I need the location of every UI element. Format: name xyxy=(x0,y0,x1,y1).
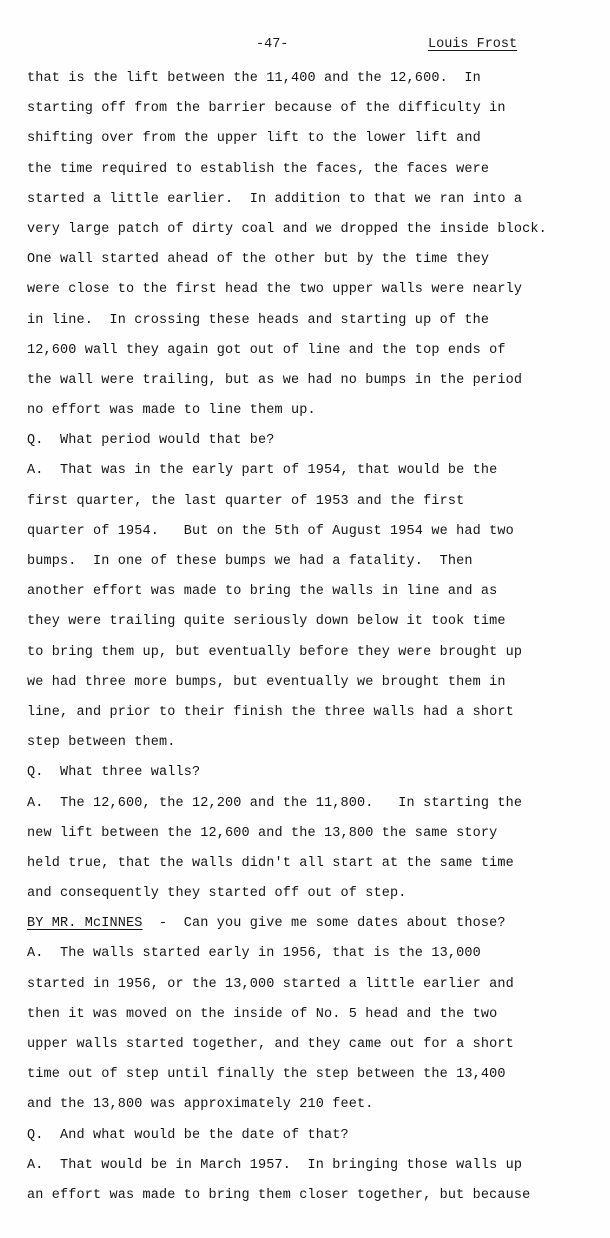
line-text: in line. In crossing these heads and starting up of the xyxy=(27,312,490,328)
transcript-line xyxy=(27,124,607,154)
transcript-body xyxy=(27,64,607,1211)
line-text: started a little earlier. In addition to that we ran into a xyxy=(27,191,523,207)
line-text: line, and prior to their finish the three walls had a short xyxy=(27,704,514,720)
transcript-line xyxy=(27,819,607,849)
transcript-line xyxy=(27,849,607,879)
transcript-line xyxy=(27,1090,607,1120)
line-text: One wall started ahead of the other but by the time they xyxy=(27,252,490,268)
transcript-line xyxy=(27,577,607,607)
transcript-line xyxy=(27,758,607,788)
transcript-line xyxy=(27,185,607,215)
page-header xyxy=(0,37,610,57)
line-text: - Can you give me some dates about those? xyxy=(142,916,506,932)
line-text: no effort was made to line them up. xyxy=(27,403,316,419)
transcript-line xyxy=(27,939,607,969)
line-text: the time required to establish the faces, the faces were xyxy=(27,161,490,177)
line-text: first quarter, the last quarter of 1953 and the first xyxy=(27,493,465,509)
line-text: starting off from the barrier because of the difficulty in xyxy=(27,101,506,117)
line-text: the wall were trailing, but as we had no bumps in the period xyxy=(27,372,523,388)
line-text: quarter of 1954. But on the 5th of August 1954 we had two xyxy=(27,523,514,539)
transcript-line xyxy=(27,245,607,275)
line-text: step between them. xyxy=(27,735,176,751)
line-text: Q. And what would be the date of that? xyxy=(27,1127,349,1143)
line-text: we had three more bumps, but eventually we brought them in xyxy=(27,674,506,690)
transcript-line xyxy=(27,1060,607,1090)
transcript-line xyxy=(27,1151,607,1181)
transcript-line xyxy=(27,456,607,486)
line-text: and the 13,800 was approximately 210 feet. xyxy=(27,1097,374,1113)
transcript-line xyxy=(27,668,607,698)
line-text: upper walls started together, and they came out for a short xyxy=(27,1037,514,1052)
line-text: shifting over from the upper lift to the lower lift and xyxy=(27,131,481,147)
line-text: Q. What period would that be? xyxy=(27,433,275,449)
transcript-line xyxy=(27,1181,607,1211)
line-text: that is the lift between the 11,400 and the 12,600. In xyxy=(27,71,481,86)
transcript-line xyxy=(27,215,607,245)
line-text: A. The 12,600, the 12,200 and the 11,800. In starting the xyxy=(27,795,523,811)
line-text: they were trailing quite seriously down below it took time xyxy=(27,614,506,630)
transcript-line xyxy=(27,547,607,577)
line-text: and consequently they started off out of step. xyxy=(27,886,407,902)
transcript-line xyxy=(27,789,607,819)
transcript-line xyxy=(27,638,607,668)
transcript-line xyxy=(27,487,607,517)
transcript-line xyxy=(27,396,607,426)
witness-name: Louis Frost xyxy=(428,37,518,52)
transcript-line xyxy=(27,306,607,336)
transcript-line xyxy=(27,64,607,94)
transcript-line xyxy=(27,728,607,758)
page-number: -47- xyxy=(256,37,289,52)
transcript-line xyxy=(27,275,607,305)
transcript-line xyxy=(27,426,607,456)
transcript-line xyxy=(27,909,607,939)
transcript-line xyxy=(27,698,607,728)
speaker-label: BY MR. McINNES xyxy=(27,916,143,932)
line-text: A. That would be in March 1957. In bringing those walls up xyxy=(27,1157,523,1173)
line-text: bumps. In one of these bumps we had a fatality. Then xyxy=(27,554,473,569)
transcript-line xyxy=(27,1000,607,1030)
transcript-line xyxy=(27,970,607,1000)
line-text: started in 1956, or the 13,000 started a little earlier and xyxy=(27,976,514,992)
transcript-line xyxy=(27,155,607,185)
line-text: were close to the first head the two upper walls were nearly xyxy=(27,282,523,298)
transcript-line xyxy=(27,1030,607,1060)
line-text: A. The walls started early in 1956, that is the 13,000 xyxy=(27,946,481,962)
transcript-line xyxy=(27,336,607,366)
transcript-line xyxy=(27,366,607,396)
transcript-line xyxy=(27,607,607,637)
line-text: Q. What three walls? xyxy=(27,765,201,781)
line-text: another effort was made to bring the walls in line and as xyxy=(27,584,498,600)
transcript-line xyxy=(27,94,607,124)
line-text: 12,600 wall they again got out of line and the top ends of xyxy=(27,342,506,358)
line-text: very large patch of dirty coal and we dropped the inside block. xyxy=(27,221,547,237)
transcript-line xyxy=(27,879,607,909)
line-text: held true, that the walls didn't all start at the same time xyxy=(27,855,514,871)
line-text: time out of step until finally the step between the 13,400 xyxy=(27,1067,506,1083)
transcript-line xyxy=(27,1121,607,1151)
transcript-line xyxy=(27,517,607,547)
line-text: an effort was made to bring them closer together, but because xyxy=(27,1187,531,1203)
line-text: then it was moved on the inside of No. 5 head and the two xyxy=(27,1006,498,1022)
line-text: A. That was in the early part of 1954, that would be the xyxy=(27,463,498,479)
line-text: to bring them up, but eventually before they were brought up xyxy=(27,644,523,660)
line-text: new lift between the 12,600 and the 13,800 the same story xyxy=(27,825,498,841)
